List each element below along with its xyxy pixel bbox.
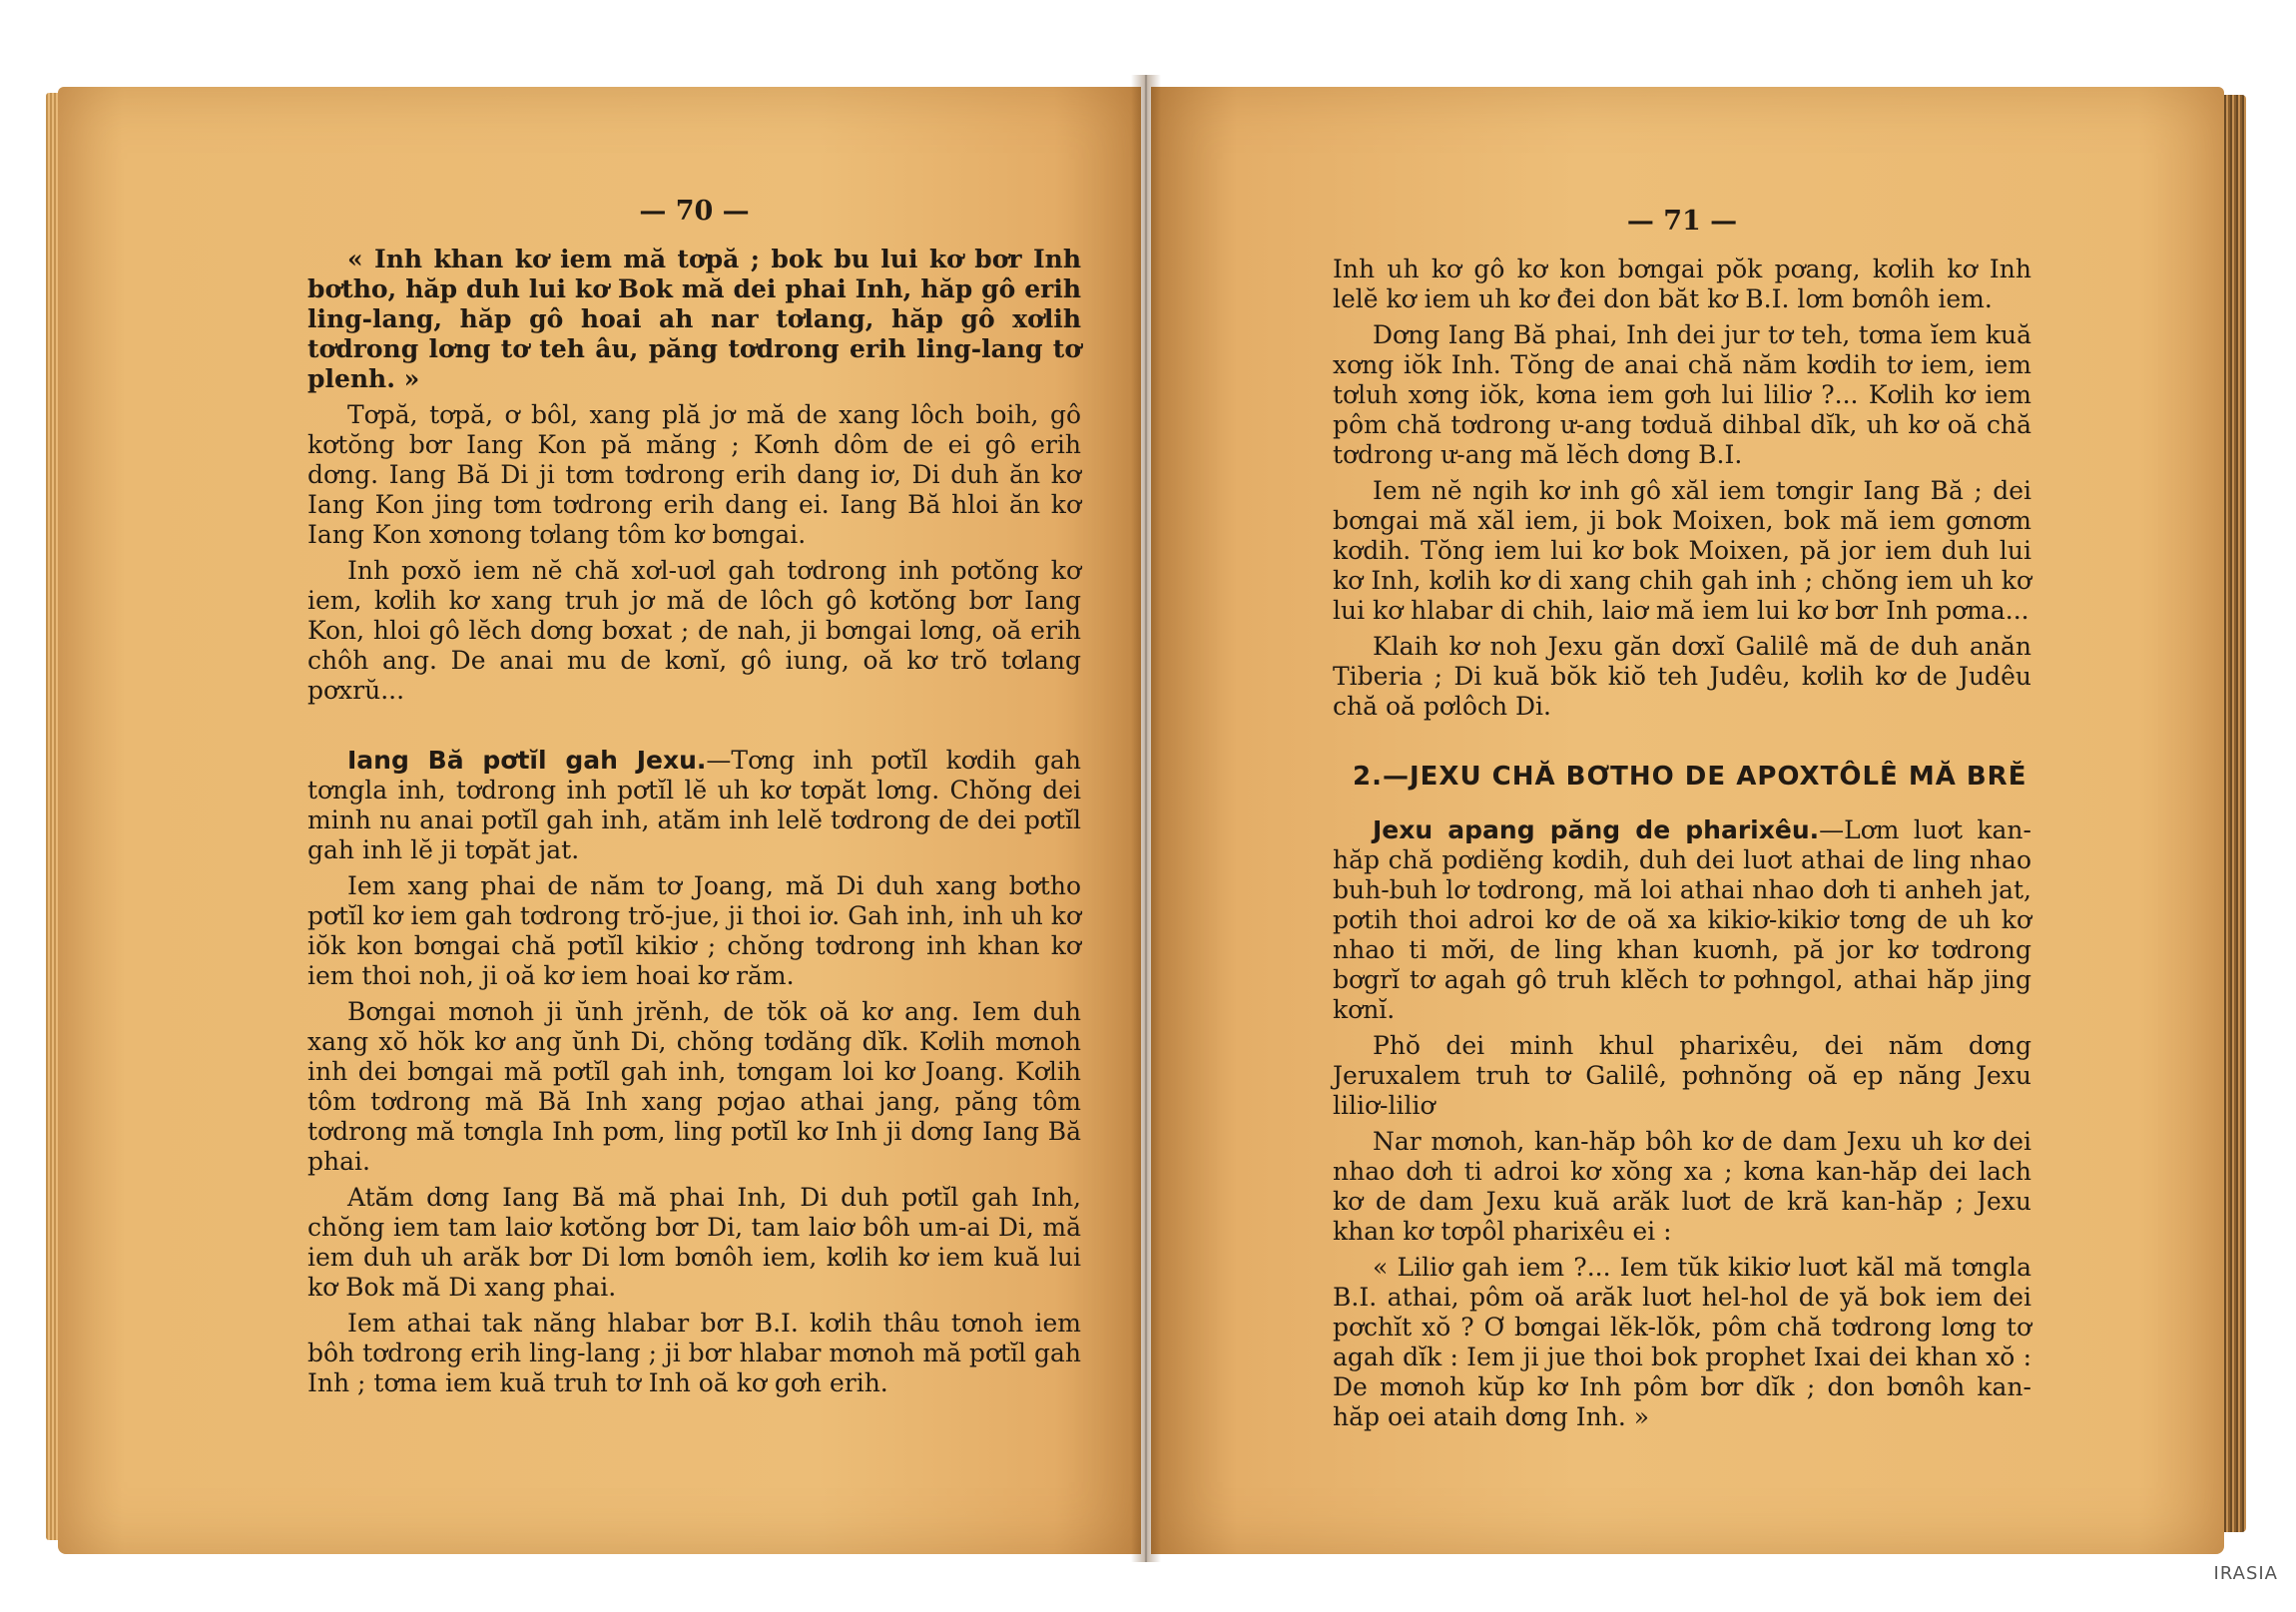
right-page-text [1333, 207, 2031, 1438]
paragraph: « Inh khan kơ iem mă tơpă ; bok bu lui kơ bơr Inh bơtho, hăp duh lui kơ Bok mă dei phai Inh, hăp gô erih ling-lang, hăp gô hoai ah nar tơlang, hăp gô xơlih tơdrong lơng tơ teh âu, păng tơdrong erih ling-lang tơ plenh. » [307, 245, 1081, 393]
section-heading: 2.—JEXU CHĂ BƠTHO DE APOXTÔLÊ MĂ BRĔ [1353, 762, 2027, 792]
runin-heading: Jexu apang păng de pharixêu. [1373, 815, 1820, 844]
book-gutter [1131, 75, 1161, 1562]
paragraph: Atăm dơng Iang Bă mă phai Inh, Di duh pơtĭl gah Inh, chŏng iem tam laiơ kơtŏng bơr Di, tam laiơ bôh um-ai Di, mă iem duh uh arăk bơr Di lơm bơnôh iem, kơlih kơ iem kuă lui kơ Bok mă Di xang phai. [307, 1183, 1081, 1302]
paragraph-with-runin-heading [307, 746, 1081, 865]
right-page-edges [2224, 95, 2246, 1532]
open-book [58, 75, 2234, 1562]
paragraph: Klaih kơ noh Jexu găn dơxĭ Galilê mă de duh anăn Tiberia ; Di kuă bŏk kiŏ teh Judêu, kơlih kơ de Judêu chă oă pơlôch Di. [1333, 632, 2031, 721]
paragraph-body: —Lơm luơt kan-hăp chă pơdiĕng kơdih, duh dei luơt athai de ling nhao buh-buh lơ tơdrong, mă loi athai nhao dơh ti anheh jat, pơtih thoi adroi kơ de oă xa kikiơ-kikiơ tơng de uh kơ nhao ti mơ̆i, de ling khan kuơnh, pă jor kơ tơdrong bơgrĭ tơ agah gô truh klĕch tơ pơhngol, athai hăp jing kơnĭ. [1333, 815, 2031, 1024]
left-page-text [307, 197, 1081, 1404]
watermark: IRASIA [2213, 1563, 2278, 1584]
paragraph: Bơngai mơnoh ji ŭnh jrĕnh, de tŏk oă kơ ang. Iem duh xang xŏ hŏk kơ ang ŭnh Di, chŏng tơdăng dĭk. Kơlih mơnoh inh dei bơngai mă pơtĭl gah inh, tơngam loi kơ Joang. Kơlih tôm tơdrong mă Bă Inh xang pơjao athai jang, păng tôm tơdrong mă tơngla Inh pơm, ling pơtĭl kơ Inh ji dơng Iang Bă phai. [307, 997, 1081, 1176]
paragraph: Phŏ dei minh khul pharixêu, dei năm dơng Jeruxalem truh tơ Galilê, pơhnŏng oă ep năng Jexu liliơ-liliơ [1333, 1031, 2031, 1120]
paragraph: Tơpă, tơpă, ơ bôl, xang plă jơ mă de xang lôch boih, gô kơtŏng bơr Iang Kon pă măng ; Kơnh dôm de ei gô erih dơng. Iang Bă Di ji tơm tơdrong erih dang iơ, Di duh ăn kơ Iang Kon jing tơm tơdrong erih dang ei. Iang Bă hloi ăn kơ Iang Kon xơnong tơlang tôm kơ bơngai. [307, 400, 1081, 549]
paragraph: Nar mơnoh, kan-hăp bôh kơ de dam Jexu uh kơ dei nhao dơh ti adroi kơ xŏng xa ; kơna kan-hăp dei lach kơ de dam Jexu kuă arăk luơt de kră kan-hăp ; Jexu khan kơ tơpôl pharixêu ei : [1333, 1127, 2031, 1246]
left-page [58, 87, 1141, 1554]
paragraph: Inh uh kơ gô kơ kon bơngai pŏk pơang, kơlih kơ Inh lelĕ kơ iem uh kơ đei don băt kơ B.I. lơm bơnôh iem. [1333, 255, 2031, 313]
right-page [1151, 87, 2224, 1554]
paragraph: Inh pơxŏ iem nĕ chă xơl-uơl gah tơdrong inh pơtŏng kơ iem, kơlih kơ xang truh jơ mă de lôch gô kơtŏng bơr Iang Kon, hloi gô lĕch dơng bơxat ; de nah, ji bơngai lơng, oă erih chôh ang. De anai mu de kơnĭ, gô iung, oă kơ trŏ tơlang pơxrŭ... [307, 556, 1081, 705]
paragraph: Iem xang phai de năm tơ Joang, mă Di duh xang bơtho pơtĭl kơ iem gah tơdrong trŏ-jue, ji thoi iơ. Gah inh, inh uh kơ iŏk kon bơngai chă pơtĭl kikiơ ; chŏng tơdrong inh khan kơ iem thoi noh, ji oă kơ iem hoai kơ răm. [307, 871, 1081, 990]
page-number-71: — 71 — [1626, 206, 1738, 237]
page-number-70: — 70 — [639, 196, 750, 227]
paragraph: Iem nĕ ngih kơ inh gô xăl iem tơngir Iang Bă ; dei bơngai mă xăl iem, ji bok Moixen, bok mă iem gơnơm kơdih. Tŏng iem lui kơ bok Moixen, pă jor iem duh lui kơ Inh, kơlih kơ di xang chih gah inh ; chŏng iem uh kơ lui kơ hlabar di chih, laiơ mă iem lui kơ bơr Inh pơma... [1333, 476, 2031, 625]
paragraph-with-runin-heading [1333, 815, 2031, 1025]
paragraph-body: —Tơng inh pơtĭl kơdih gah tơngla inh, tơdrong inh pơtĭl lĕ uh kơ tơpăt lơng. Chŏng dei minh nu anai pơtĭl gah inh, atăm inh lelĕ tơdrong de dei pơtĭl gah inh lĕ ji tơpăt jat. [307, 746, 1081, 864]
paragraph: Iem athai tak năng hlabar bơr B.I. kơlih thâu tơnoh iem bôh tơdrong erih ling-lang ; ji bơr hlabar mơnoh mă pơtĭl gah Inh ; tơma iem kuă truh tơ Inh oă kơ gơh erih. [307, 1309, 1081, 1397]
runin-heading: Iang Bă pơtĭl gah Jexu. [347, 746, 707, 775]
paragraph: Dơng Iang Bă phai, Inh dei jur tơ teh, tơma ĭem kuă xơng iŏk Inh. Tŏng de anai chă năm kơdih tơ iem, iem tơluh xơng iŏk, kơna iem gơh lui liliơ ?... Kơlih kơ iem pôm chă tơdrong ư-ang tơduă dihbal dĭk, uh kơ oă chă tơdrong ư-ang mă lĕch dơng B.I. [1333, 320, 2031, 469]
paragraph: « Liliơ gah iem ?... Iem tŭk kikiơ luơt kăl mă tơngla B.I. athai, pôm oă arăk luơt hel-hol de yă bok iem dei pơchĭt xŏ ? Ơ bơngai lĕk-lŏk, pôm chă tơdrong lơng tơ agah dĭk : Iem ji jue thoi bok prophet Ixai dei khan xŏ : De mơnoh kŭp kơ Inh pôm bơr dĭk ; don bơnôh kan-hăp oei ataih dơng Inh. » [1333, 1253, 2031, 1431]
